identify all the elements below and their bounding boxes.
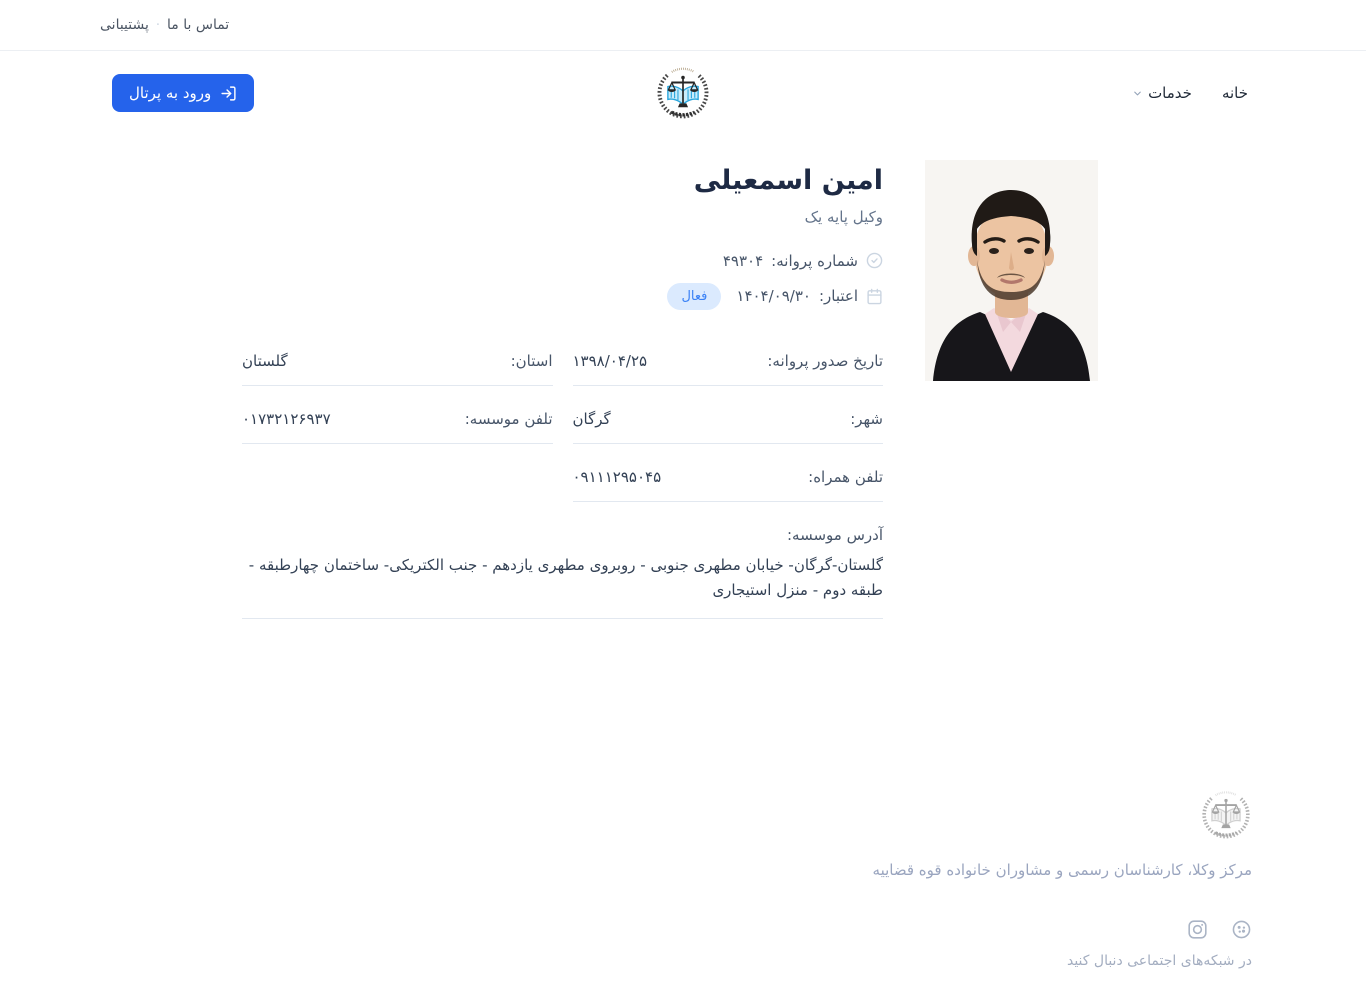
city-label: شهر: xyxy=(850,409,883,428)
profile-section xyxy=(0,135,1366,619)
main-nav xyxy=(1132,84,1248,102)
license-number-label: شماره پروانه: xyxy=(771,251,858,270)
site-logo[interactable] xyxy=(655,63,711,123)
calendar-icon xyxy=(866,288,883,305)
contact-link[interactable]: تماس با ما xyxy=(167,17,230,33)
social-caption: در شبکه‌های اجتماعی دنبال کنید xyxy=(1066,953,1252,970)
field-address xyxy=(242,526,883,620)
lawyer-name: امین اسمعیلی xyxy=(693,165,883,196)
mobile-value: ۰۹۱۱۱۲۹۵۰۴۵ xyxy=(572,467,662,486)
license-number-row xyxy=(242,252,883,270)
topbar-separator: · xyxy=(155,17,161,33)
messenger-link[interactable] xyxy=(1231,919,1252,940)
nav-services-label: خدمات xyxy=(1148,84,1192,102)
lawyer-title: وکیل پایه یک xyxy=(804,207,883,226)
issue-date-value: ۱۳۹۸/۰۴/۲۵ xyxy=(572,351,648,370)
address-value: گلستان-گرگان- خیابان مطهری جنوبی - روبروی مطهری یازدهم - جنب الکتریکی- ساختمان چهارطبقه - طبقه دوم - منزل استیجاری xyxy=(248,555,883,599)
judiciary-emblem-icon xyxy=(655,63,711,119)
license-number-value: ۴۹۳۰۴ xyxy=(722,251,764,270)
profile-photo xyxy=(925,160,1098,381)
issue-date-label: تاریخ صدور پروانه: xyxy=(767,351,883,370)
bale-messenger-icon xyxy=(1231,919,1252,940)
login-button-label: ورود به پرتال xyxy=(129,84,212,102)
instagram-icon xyxy=(1187,919,1208,940)
province-label: استان: xyxy=(510,351,553,370)
judiciary-emblem-faded-icon xyxy=(1200,787,1252,839)
field-city xyxy=(573,410,884,444)
field-issue-date xyxy=(573,352,884,386)
address-label: آدرس موسسه: xyxy=(787,525,883,544)
status-badge: فعال xyxy=(667,283,721,310)
mobile-label: تلفن همراه: xyxy=(808,467,883,486)
topbar xyxy=(0,0,1366,51)
footer-logo xyxy=(1200,787,1252,843)
province-value: گلستان xyxy=(242,351,288,370)
fields-grid xyxy=(242,352,883,502)
field-office-phone xyxy=(242,410,553,444)
validity-label: اعتبار: xyxy=(818,287,858,306)
footer-org-name: مرکز وکلا، کارشناسان رسمی و مشاوران خانواده قوه قضاییه xyxy=(872,861,1252,880)
login-portal-button[interactable] xyxy=(112,74,254,112)
field-mobile xyxy=(573,468,884,502)
footer xyxy=(0,787,1366,969)
check-circle-icon xyxy=(866,252,883,269)
nav-home-label: خانه xyxy=(1221,84,1248,102)
office-phone-label: تلفن موسسه: xyxy=(464,409,553,428)
login-icon xyxy=(220,85,237,102)
field-province xyxy=(242,352,553,386)
support-link[interactable]: پشتیبانی xyxy=(100,17,149,33)
office-phone-value: ۰۱۷۳۲۱۲۶۹۳۷ xyxy=(242,409,331,428)
instagram-link[interactable] xyxy=(1187,919,1208,940)
portrait-image xyxy=(925,160,1098,381)
nav-services[interactable] xyxy=(1132,84,1192,102)
city-value: گرگان xyxy=(572,409,611,428)
validity-value: ۱۴۰۴/۰۹/۳۰ xyxy=(736,287,811,306)
validity-row xyxy=(242,283,883,310)
nav-home[interactable] xyxy=(1222,84,1248,102)
chevron-down-icon xyxy=(1132,88,1143,99)
field-empty xyxy=(242,468,553,502)
header xyxy=(0,51,1366,135)
social-links xyxy=(1187,919,1252,940)
